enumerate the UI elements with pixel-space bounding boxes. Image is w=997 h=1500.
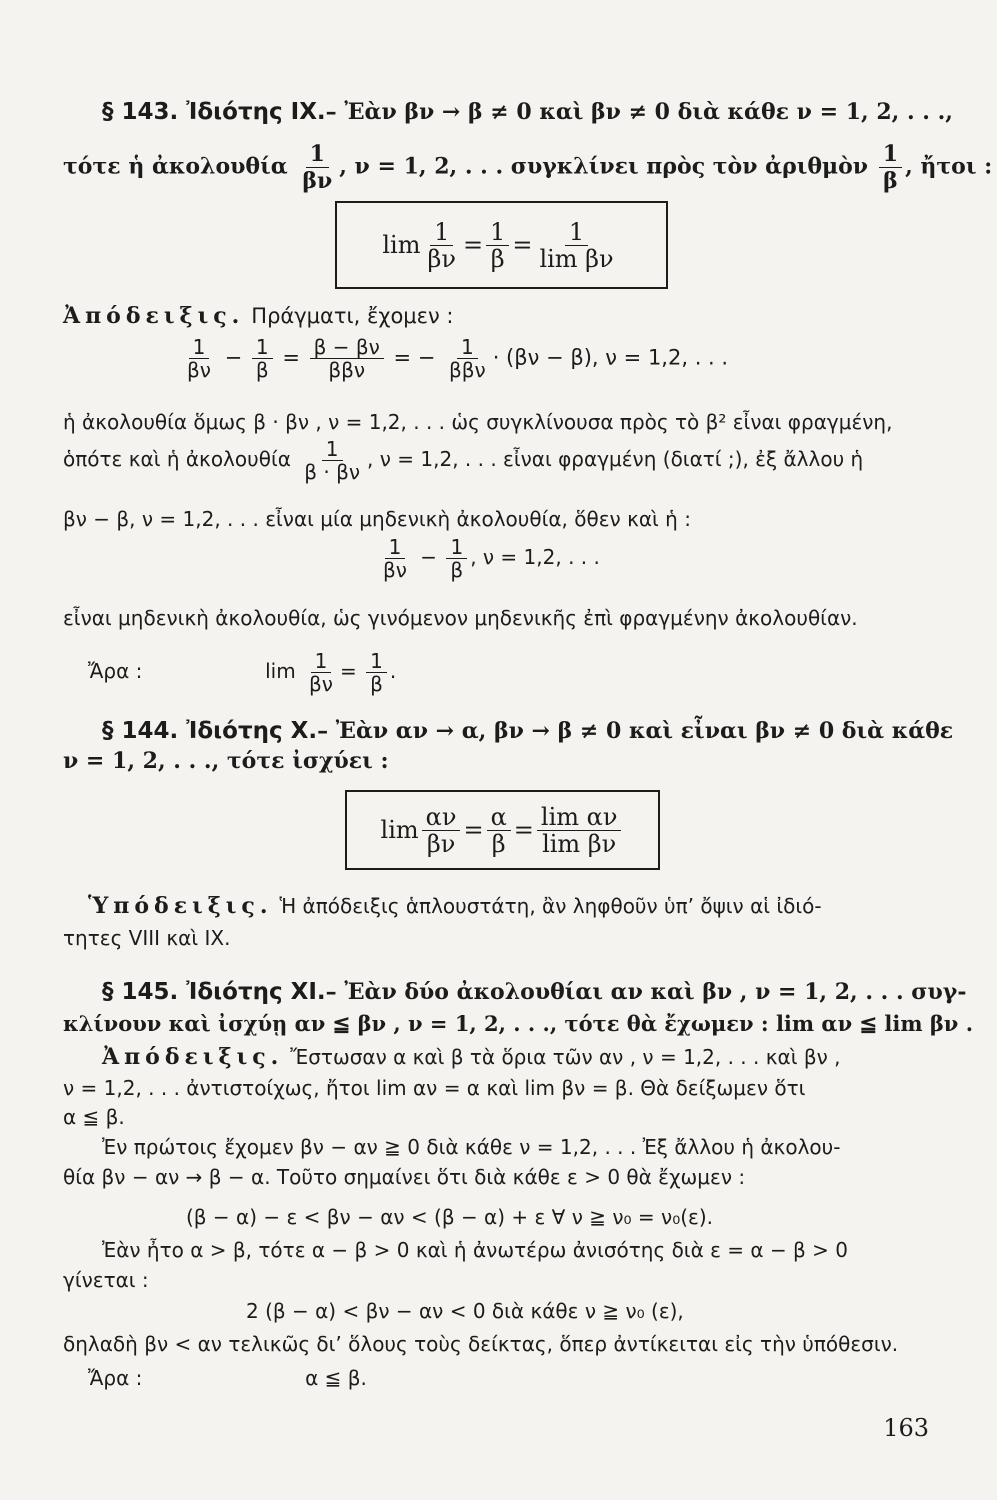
sec144-hint-cont: τητες VIII καὶ IX. [63, 926, 231, 950]
sec145-p8: γίνεται : [63, 1268, 149, 1292]
sec144-line2: ν = 1, 2, . . ., τότε ἰσχύει : [63, 748, 389, 774]
sec145-p7: Ἐὰν ἦτο α > β, τότε α − β > 0 καὶ ἡ ἀνωτέρω ἀνισότης διὰ ε = α − β > 0 [102, 1238, 849, 1262]
sec143-para1: ἡ ἀκολουθία ὅμως β · βν , ν = 1,2, . . . ὡς συγκλίνουσα πρὸς τὸ β² εἶναι φραγμένη, [63, 410, 893, 434]
sec144-line1: § 144. Ἰδιότης X.– Ἐὰν αν → α, βν → β ≠ 0 καὶ εἶναι βν ≠ 0 διὰ κάθε [102, 718, 954, 744]
sec143-conclusion: Ἄρα : lim $\frac{1}{\beta\nu}$ = $\frac{1}{\beta}$ . [88, 649, 397, 696]
sec143-line2: τότε ἡ ἀκολουθία $\frac{1}{\beta\nu}$ , ν = 1, 2, . . . συγκλίνει πρὸς τὸν ἀριθμὸν $\frac{1}{\beta}$ , ἤτοι : [63, 141, 993, 194]
fraction-1-b: $\frac{1}{\beta}$ [879, 141, 902, 194]
sec145-p9: 2 (β − α) < βν − αν < 0 διὰ κάθε ν ≧ ν₀ (ε), [246, 1299, 684, 1323]
sec145-p10: δηλαδὴ βν < αν τελικῶς δι’ ὅλους τοὺς δείκτας, ὅπερ ἀντίκειται εἰς τὴν ὑπόθεσιν. [63, 1332, 899, 1356]
sec143-para3: βν − β, ν = 1,2, . . . εἶναι μία μηδενικὴ ἀκολουθία, ὅθεν καὶ ἡ : [63, 507, 691, 531]
sec145-line1: § 145. Ἰδιότης XI.– Ἐὰν δύο ἀκολουθίαι αν καὶ βν , ν = 1, 2, . . . συγ- [102, 979, 967, 1005]
sec145-p6: (β − α) − ε < βν − αν < (β − α) + ε ∀ ν ≧ ν₀ = ν₀(ε). [186, 1205, 713, 1229]
sec145-conclusion: Ἄρα : α ≦ β. [88, 1366, 367, 1390]
sec143-para4: εἶναι μηδενικὴ ἀκολουθία, ὡς γινόμενον μηδενικῆς ἐπὶ φραγμένην ἀκολουθίαν. [63, 606, 858, 630]
sec143-equation1: $\frac{1}{\beta\nu}$ − $\frac{1}{\beta}$ = $\frac{\beta - \beta\nu}{\text{ββν}}$ = − $\frac{1}{\text{ββν}}$ · (βν − β), ν = 1,2, . . . [187, 335, 729, 382]
page-number: 163 [883, 1414, 929, 1442]
sec143-heading: § 143. Ἰδιότης IX. [102, 99, 326, 125]
sec145-p2: ν = 1,2, . . . ἀντιστοίχως, ἤτοι lim αν = α καὶ lim βν = β. Θὰ δείξωμεν ὅτι [63, 1076, 806, 1100]
sec144-hint: Ὑπόδειξις. Ἡ ἀπόδειξις ἁπλουστάτη, ἂν ληφθοῦν ὑπ’ ὄψιν αἱ ἰδιό- [88, 893, 822, 919]
sec145-p5: θία βν − αν → β − α. Τοῦτο σημαίνει ὅτι διὰ κάθε ε > 0 θὰ ἔχωμεν : [63, 1165, 746, 1189]
sec145-heading: § 145. Ἰδιότης XI. [102, 979, 326, 1005]
sec143-equation2: $\frac{1}{\beta\nu}$ − $\frac{1}{\beta}$ , ν = 1,2, . . . [383, 535, 600, 582]
sec145-p4: Ἐν πρώτοις ἔχομεν βν − αν ≧ 0 διὰ κάθε ν = 1,2, . . . Ἐξ ἄλλου ἡ ἀκολου- [102, 1135, 841, 1159]
sec144-heading: § 144. Ἰδιότης X. [102, 718, 318, 744]
hint-label: Ὑπόδειξις. [88, 893, 273, 919]
sec143-formula-box: lim $\frac{1}{\beta\nu}$ = $\frac{1}{\beta}$ = $\frac{1}{\text{lim βν}}$ [335, 201, 668, 289]
proof-label: Ἀπόδειξις. [102, 1044, 284, 1070]
sec143-line1: § 143. Ἰδιότης IX.– Ἐὰν βν → β ≠ 0 καὶ βν ≠ 0 διὰ κάθε ν = 1, 2, . . ., [102, 99, 953, 125]
sec145-line2: κλίνουν καὶ ἰσχύῃ αν ≦ βν , ν = 1, 2, . . ., τότε θὰ ἔχωμεν : lim αν ≦ lim βν . [63, 1011, 974, 1036]
sec145-p1: Ἀπόδειξις. Ἔστωσαν α καὶ β τὰ ὅρια τῶν αν , ν = 1,2, . . . καὶ βν , [102, 1044, 841, 1070]
sec143-proof-line: Ἀπόδειξις. Πράγματι, ἔχομεν : [63, 303, 454, 329]
fraction-1-bn: $\frac{1}{\beta\nu}$ [302, 141, 333, 194]
sec144-formula-box: lim $\frac{\alpha\nu}{\beta\nu}$ = $\frac{\alpha}{\beta}$ = $\frac{\text{lim αν}}{\text{lim βν}}$ [345, 790, 660, 870]
sec143-para2: ὁπότε καὶ ἡ ἀκολουθία $\frac{1}{\beta \cdot \beta\nu}$ , ν = 1,2, . . . εἶναι φραγμένη (διατί ;), ἐξ ἄλλου ἡ [63, 437, 864, 484]
proof-label: Ἀπόδειξις. [63, 303, 245, 329]
sec145-p3: α ≦ β. [63, 1105, 125, 1129]
